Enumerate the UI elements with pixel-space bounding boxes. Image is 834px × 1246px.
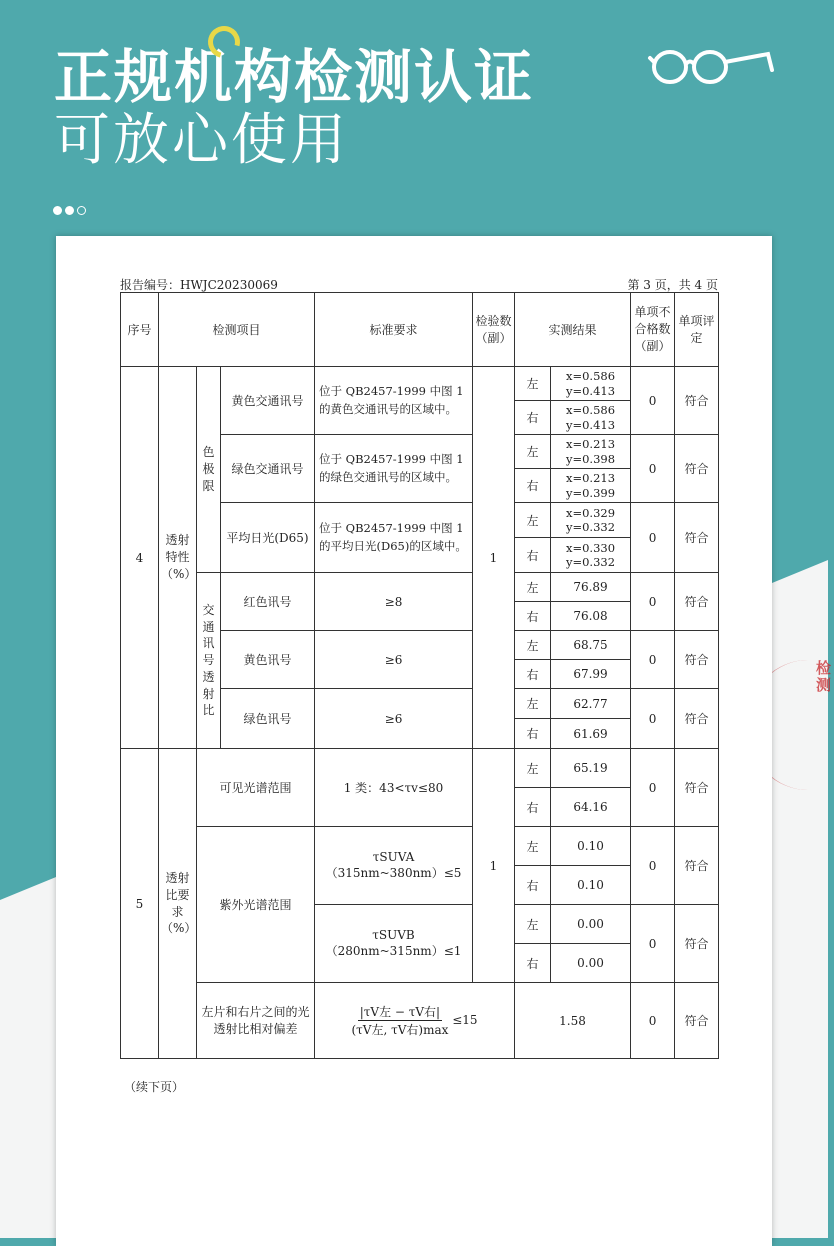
result-right: 61.69 <box>551 719 631 749</box>
col-verdict: 单项评定 <box>675 293 719 367</box>
result-left: 76.89 <box>551 573 631 602</box>
verdict: 符合 <box>675 749 719 827</box>
result-right: x=0.213 y=0.399 <box>551 469 631 503</box>
fail-count: 0 <box>631 905 675 983</box>
page-number: 第 3 页，共 4 页 <box>627 278 718 292</box>
item-name: 平均日光(D65) <box>221 503 315 573</box>
side-right: 右 <box>515 866 551 905</box>
standard-text: 1 类：43<τv≤80 <box>315 749 473 827</box>
side-left: 左 <box>515 573 551 602</box>
standard-text: τSUVB（280nm~315nm）≤1 <box>315 905 473 983</box>
dot-icon <box>77 206 86 215</box>
result-right: 67.99 <box>551 660 631 689</box>
item-name: 可见光谱范围 <box>197 749 315 827</box>
item-name: 黄色交通讯号 <box>221 367 315 435</box>
item-name: 红色讯号 <box>221 573 315 631</box>
dot-icon <box>53 206 62 215</box>
table-row <box>121 827 719 866</box>
result-left: 65.19 <box>551 749 631 788</box>
standard-text: 位于 QB2457-1999 中图 1 的黄色交通讯号的区域中。 <box>315 367 473 435</box>
col-seq: 序号 <box>121 293 159 367</box>
continued-note: （续下页） <box>124 1080 185 1094</box>
fail-count: 0 <box>631 367 675 435</box>
col-item: 检测项目 <box>159 293 315 367</box>
col-standard: 标准要求 <box>315 293 473 367</box>
side-left: 左 <box>515 827 551 866</box>
dots-indicator <box>53 200 89 219</box>
table-row <box>121 573 719 602</box>
side-left: 左 <box>515 689 551 719</box>
traffic-ratio-label: 交通讯号透射比 <box>197 573 221 749</box>
item-name: 黄色讯号 <box>221 631 315 689</box>
side-right: 右 <box>515 719 551 749</box>
side-right: 右 <box>515 401 551 435</box>
fail-count: 0 <box>631 503 675 573</box>
table-header-row <box>121 293 719 367</box>
formula-denominator: (τV左, τV右)max <box>351 1023 449 1037</box>
glasses-icon <box>648 44 778 88</box>
verdict: 符合 <box>675 367 719 435</box>
fail-count: 0 <box>631 689 675 749</box>
side-right: 右 <box>515 660 551 689</box>
result-left: 0.10 <box>551 827 631 866</box>
dot-icon <box>65 206 74 215</box>
standard-text: ≥6 <box>315 631 473 689</box>
deviation-formula <box>315 983 515 1059</box>
item-name: 紫外光谱范围 <box>197 827 315 983</box>
side-left: 左 <box>515 749 551 788</box>
fail-count: 0 <box>631 983 675 1059</box>
fail-count: 0 <box>631 435 675 503</box>
side-right: 右 <box>515 538 551 573</box>
verdict: 符合 <box>675 435 719 503</box>
item-name: 绿色讯号 <box>221 689 315 749</box>
result-left: x=0.586 y=0.413 <box>551 367 631 401</box>
table-row <box>121 983 719 1059</box>
verdict: 符合 <box>675 503 719 573</box>
formula-fraction <box>351 1003 448 1038</box>
category-transmittance: 透射比要求（%） <box>159 749 197 1059</box>
side-right: 右 <box>515 602 551 631</box>
qty-5: 1 <box>473 749 515 983</box>
result-right: 0.00 <box>551 944 631 983</box>
standard-text: ≥8 <box>315 573 473 631</box>
standard-text: 位于 QB2457-1999 中图 1 的绿色交通讯号的区域中。 <box>315 435 473 503</box>
color-limit-label: 色极限 <box>197 367 221 573</box>
verdict: 符合 <box>675 689 719 749</box>
side-right: 右 <box>515 469 551 503</box>
col-unqualified: 单项不合格数（副） <box>631 293 675 367</box>
result-left: 68.75 <box>551 631 631 660</box>
table-row <box>121 749 719 788</box>
formula-limit: ≤15 <box>452 1013 478 1027</box>
result-left: x=0.329 y=0.332 <box>551 503 631 538</box>
category-transmission: 透射特性（%） <box>159 367 197 749</box>
result-right: 0.10 <box>551 866 631 905</box>
side-left: 左 <box>515 503 551 538</box>
result-left: x=0.213 y=0.398 <box>551 435 631 469</box>
fail-count: 0 <box>631 631 675 689</box>
item-name: 绿色交通讯号 <box>221 435 315 503</box>
result-right: x=0.330 y=0.332 <box>551 538 631 573</box>
seq-5: 5 <box>121 749 159 1059</box>
page-subtitle: 可放心使用 <box>54 108 349 173</box>
side-left: 左 <box>515 905 551 944</box>
verdict: 符合 <box>675 573 719 631</box>
standard-text: ≥6 <box>315 689 473 749</box>
report-number: 报告编号：HWJC20230069 <box>120 278 278 292</box>
official-stamp: 检测 <box>748 660 834 790</box>
result-left: 0.00 <box>551 905 631 944</box>
side-right: 右 <box>515 788 551 827</box>
side-left: 左 <box>515 435 551 469</box>
result-right: 64.16 <box>551 788 631 827</box>
result-left: 62.77 <box>551 689 631 719</box>
test-report-table <box>120 292 719 1059</box>
verdict: 符合 <box>675 631 719 689</box>
side-left: 左 <box>515 631 551 660</box>
verdict: 符合 <box>675 983 719 1059</box>
deviation-result: 1.58 <box>515 983 631 1059</box>
result-right: 76.08 <box>551 602 631 631</box>
verdict: 符合 <box>675 827 719 905</box>
side-left: 左 <box>515 367 551 401</box>
result-right: x=0.586 y=0.413 <box>551 401 631 435</box>
report-page <box>56 236 772 1246</box>
formula-numerator: |τV左 − τV右| <box>359 1005 441 1019</box>
side-right: 右 <box>515 944 551 983</box>
fail-count: 0 <box>631 749 675 827</box>
seq-4: 4 <box>121 367 159 749</box>
fail-count: 0 <box>631 827 675 905</box>
fail-count: 0 <box>631 573 675 631</box>
page-title: 正规机构检测认证 <box>54 43 535 111</box>
item-name: 左片和右片之间的光透射比相对偏差 <box>197 983 315 1059</box>
table-row <box>121 367 719 401</box>
verdict: 符合 <box>675 905 719 983</box>
qty-4: 1 <box>473 367 515 749</box>
standard-text: 位于 QB2457-1999 中图 1 的平均日光(D65)的区域中。 <box>315 503 473 573</box>
col-result: 实测结果 <box>515 293 631 367</box>
standard-text: τSUVA（315nm~380nm）≤5 <box>315 827 473 905</box>
col-qty: 检验数（副） <box>473 293 515 367</box>
